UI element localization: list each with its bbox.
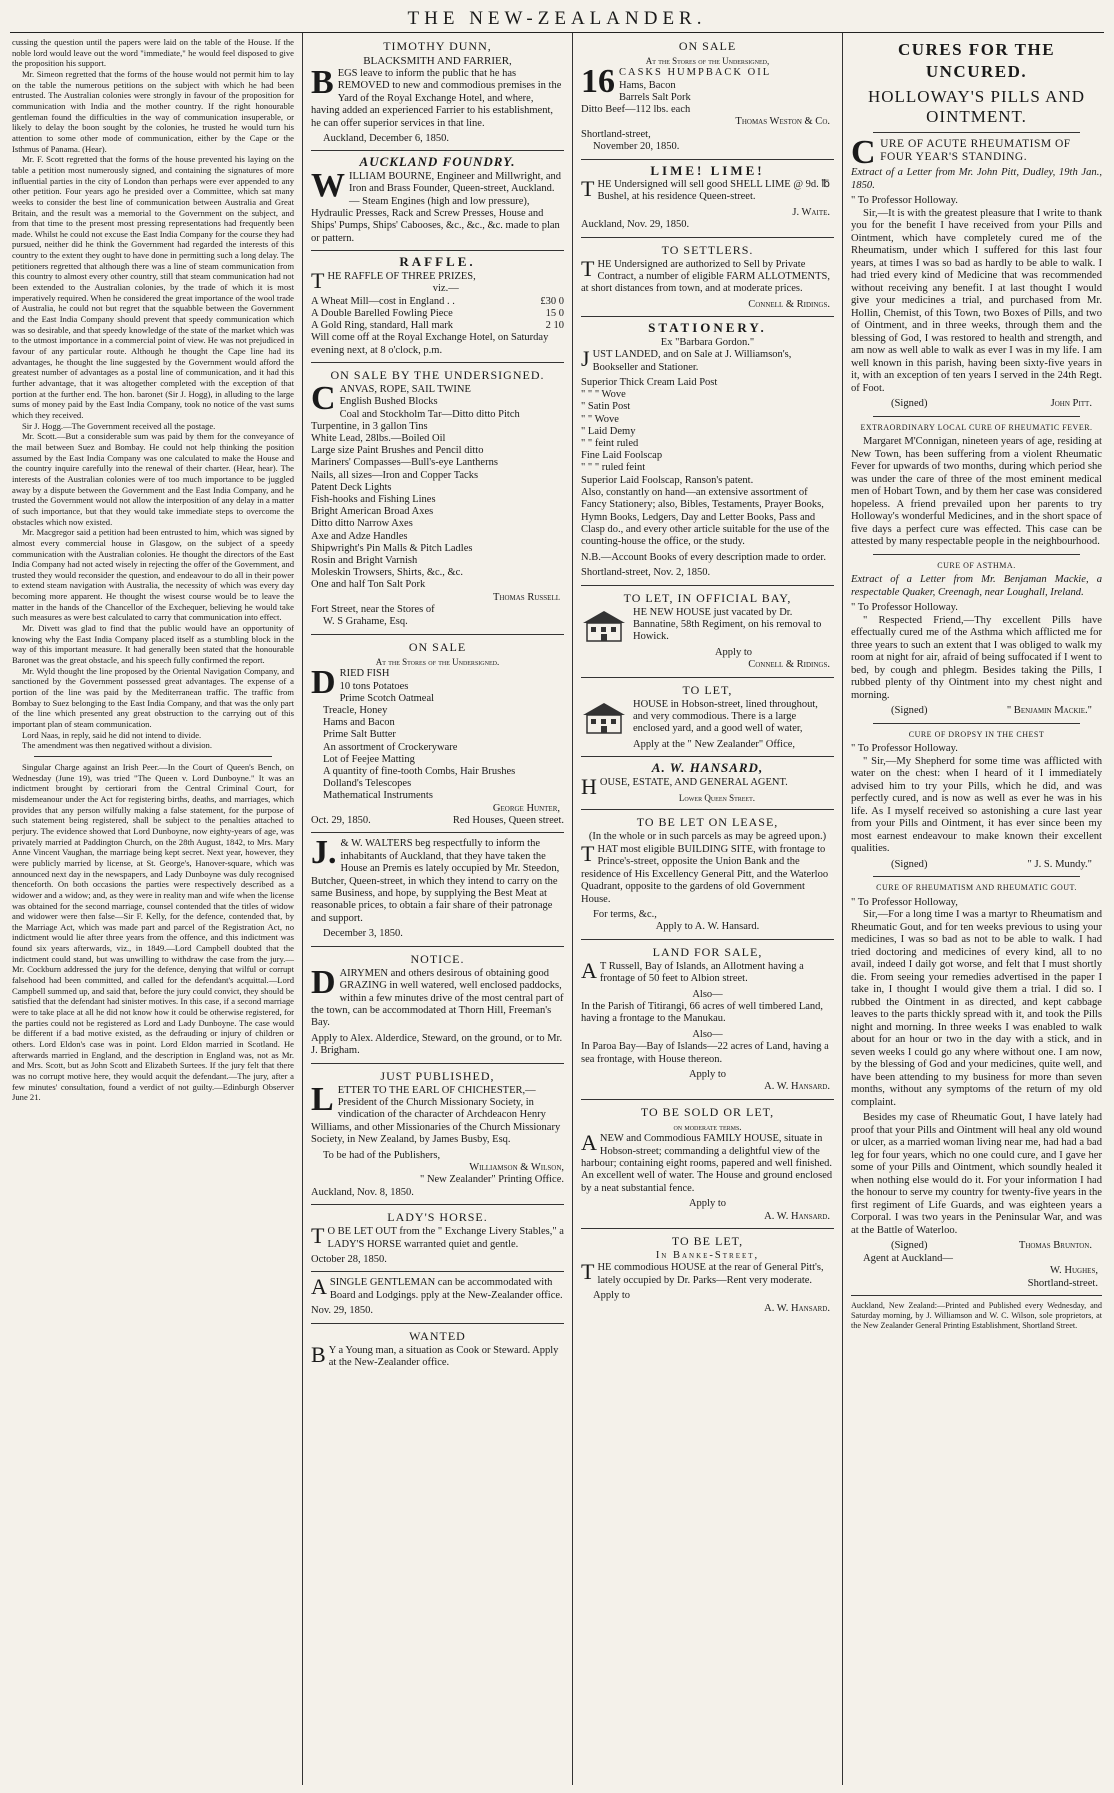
ad-also: Also— [692, 1028, 723, 1040]
holloway-subheadline: HOLLOWAY'S PILLS AND OINTMENT. [867, 87, 1085, 126]
ad-hobson-to-let [581, 683, 834, 752]
ad-body: SINGLE GENTLEMAN can be accommodated with Board and Lodgings. pply at the New-Zealander office. [329, 1277, 563, 1301]
testimonial-addressee: " To Professor Holloway. [851, 743, 958, 754]
columns [10, 33, 1104, 1785]
divider [873, 132, 1080, 133]
ad-apply: Apply to [714, 646, 753, 658]
ad-date: Shortland-street, Nov. 2, 1850. [581, 567, 711, 579]
ad-stationery [581, 322, 834, 579]
testimonial-addressee: " To Professor Holloway. [851, 602, 958, 613]
ad-title: RAFFLE. [399, 254, 476, 270]
parliament-paragraph: Mr. Macgregor said a petition had been entrusted to him, which was signed by almost every commercial house in Glasgow, on the subject of a speedy communication with the Australian colonies. He thought the directors of the East India Company had not acted wisely in rejecting the offer of the Government, and trusted they would reconsider the question, and endeavour to do all in their power to extend steam navigation with Australia, the necessity of which was every day becoming more apparent. He thought the wisest course would be to leave the matter in the hands of the Chancellor of the Exchequer, believing he would take such measures as were best calculated to carry that communication into effect. [12, 527, 294, 623]
ad-place: Shortland-street, [581, 128, 651, 140]
ad-body: NEW and Commodious FAMILY HOUSE, situate in Hobson-street; commanding a delightful view of the harbour; containing eight rooms, papered and well finished. An excellent well of water. The House and ground enclosed by a neat substantial fence. [581, 1133, 833, 1194]
divider [581, 1228, 834, 1229]
drop-cap: C [851, 134, 877, 171]
ad-also: Also— [692, 988, 723, 1000]
ad-body: & W. WALTERS beg respectfully to inform the inhabitants of Auckland, that they have taken the House an Premis es lately occupied by Mr. Steedon, Butcher, Queen-street, in which they intend to carry on the same Business, and hope, by supplying the Best Meat at reasonable prices, to obtain a fair share of their patronage and support. [311, 838, 560, 924]
ad-title: ON SALE BY THE UNDERSIGNED. [330, 367, 545, 382]
column-ads-3 [572, 33, 842, 1785]
ad-lease [581, 815, 834, 933]
ad-body: AIRYMEN and others desirous of obtaining good GRAZING in well watered, well enclosed paddocks, within a few minutes drive of the most central part of the town, can be accommodated at Thorn Hill, Freeman's Bay. [311, 967, 564, 1029]
ad-publisher: " New Zealander" Printing Office. [420, 1174, 564, 1186]
divider [581, 756, 834, 757]
ad-title: WANTED [409, 1328, 466, 1343]
testimonial-body: Sir,—For a long time I was a martyr to Rheumatism and Rheumatic Gout, and for ten weeks previous to using your medicines, I was so bad as not to be able to walk. I had tried doctoring and medicines of every kind, all to no avail, indeed I daily got worse, and felt that I must shortly die. From seeing your remedies advertised in the paper I take in, I thought I would give them a trial. I did so. I rubbed the Ointment in as directed, and kept cabbage leaves to the parts thickly spread with it, and took the Pills night and morning. In three weeks I was enabled to walk about for an hour or two in the day with a stick, and in seven weeks I could go any where without one. I am now, by the blessing of God and your medicines, quite well, and have been attending to my business for more than seven months, without any symptoms of the return of my old complaint. [851, 909, 1102, 1108]
ad-body: OUSE, ESTATE, AND GENERAL AGENT. [599, 776, 788, 788]
divider [311, 1204, 564, 1205]
ad-title: LADY'S HORSE. [387, 1210, 488, 1225]
testimonial-fever [851, 422, 1102, 549]
printer-imprint: Auckland, New Zealand:—Printed and Published every Wednesday, and Saturday morning, by J. Williamson and W. C. Wilson, sole proprietors, at the New Zealander General Printing Establishment, Shortland Street. [851, 1301, 1102, 1330]
drop-cap: T [311, 267, 325, 293]
column-holloway [842, 33, 1104, 1785]
masthead: THE NEW-ZEALANDER. [407, 8, 707, 29]
testimonial-signer: John Pitt. [1050, 398, 1092, 409]
ad-body: HE commodious HOUSE at the rear of General Pitt's, lately occupied by Dr. Parks—Rent very moderate. [597, 1262, 824, 1286]
parliament-paragraph: Mr. Wyld thought the line proposed by the Oriental Navigation Company, and sanctioned by the Government possessed great advantages. The expense of a portion of the line was paid by the Mediterranean traffic. The traffic from Bombay to Suez belonging to the East India Company, and that was the only part of the line which presented any great obstruction to the carrying out of this important plan of steam communication. [12, 665, 294, 729]
house-icon [581, 609, 627, 647]
ad-subtitle: At the Stores of the Undersigned, [645, 56, 770, 66]
ad-apply: Apply to A. W. Hansard. [655, 921, 760, 933]
parliament-paragraph: Mr. Scott.—But a considerable sum was paid by them for the conveyance of the mail between Suez and Bombay. He could not help thinking the position assumed by the East India Company was one calculated to make the House and the country inquire carefully into the renewal of their charter. (Hear, hear). The interests of the Australian colonies were of too much importance to be juggled away by a dispute between the Government and the East India Company, and he trusted the Government would not allow the interposition of any delay in a matter of such importance, but that they would take immediate steps to overcome the obstacles which now existed. [12, 431, 294, 527]
parliament-paragraph: Sir J. Hogg.—The Government received all the postage. [22, 420, 216, 431]
testimonial-title: CURE OF DROPSY IN THE CHEST [908, 729, 1045, 739]
ad-date: Auckland, Nov. 29, 1850. [581, 219, 690, 231]
ad-walters [311, 834, 564, 940]
testimonial-body: Sir,—It is with the greatest pleasure that I write to thank you for the benefit I have received from your Pills and Ointment, which have completely cured me of the Rheumatism, under which I suffered for this last four years, at times I was so bad as hardly to be able to walk. I had tried every kind of Medicine that was recommended without receiving any benefit. I at last thought I would give your medicines a trial, and purchased from Mr. Hollin, Chemist, of this Town, two Boxes of Pills, and two of Ointment, and in three weeks, through them and the blessing of God, I was restored to health and strength, and am now as well able to walk as ever I was in my life. I am well known in this parish, having been sixty-five years in it, with an exception of ten years I served in the 24th Regt. of Foot. [851, 207, 1102, 394]
ad-first: RIED FISH [339, 668, 390, 680]
ad-title: TO BE LET ON LEASE, [636, 815, 779, 830]
signed-label: (Signed) [891, 858, 928, 870]
ad-ladys-horse [311, 1210, 564, 1266]
dunboyne-story: Singular Charge against an Irish Peer.—In the Court of Queen's Bench, on Wednesday (June 19), was tried "The Queen v. Lord Dunboyne." It was an indictment brought by certiorari from the Central Criminal Court, for misdemeanour under the Act for registering births, deaths, and marriages, which provides that any person wilfully making a false statement, for the purpose of such statement being registered, shall be subject to the penalties attached to perjury. The evidence showed that Lord Dunboyne, now eighty-years of age, was privately married at Paddington Church, on the 28th August, 1842, to Mrs. Mary Anne Vincent Vaughan, the marriage being kept secret. Next year, however, they were publicly married by license, at St. George's, Hanover-square, which was announced next day in the newspapers, and Lady Dunboyne was duly recognised thenceforth. On both occasions the parties were respectively described as a widower and a widow; and, as they were in reality man and wife when the license was obtained for the second marriage, counsel contended that the titles of widow and widower were then false—Sir F. Kelly, for the defence, contended that, by the Marriage Act, which was made part and parcel of the Registration Act, no indictment would lie after three years from the offence, and this indictment was found six years afterwards, viz., in 1849.—Lord Campbell doubted that the indictment could stand, but was unwilling to withdraw the case from the jury.—Mr. Cockburn addressed the jury for the defence, denying that wilful or corrupt falsehood had been committed, and called for the defendant's acquittal.—Lord Campbell summed up, and said that, before the jury could convict, they should be satisfied that the defendant had sinister motives. In this case, if a second marriage were to take place at all he did not know how it could be otherwise registered, for the parties could not be registered as Lord and Lady Dunboyne. The case would be different if a bad motive existed, as the defrauding or injury of children or others. Lord Eldon's case was in point. Lord Eldon married in Scotland. He afterwards married in England, and the description in England was, not as Mr. and Mrs. Scott, but as John Scott and Elizabeth Surtees. If the jury felt that there was no corrupt motive here, they would acquit the defendant.—The jury, after a few minutes' consultation, found a verdict of not guilty.—Edinburgh Observer June 21. [12, 761, 294, 1103]
drop-cap: B [311, 64, 334, 101]
testimonial-body: Besides my case of Rheumatic Gout, I have lately had proof that your Pills and Ointment will heal any old wound or ulcer, as a married woman living near me, had had a bad leg for four years, which no one could cure, and I gave her some of your Pills and Ointment, which soundly healed it when nothing else would do it. For your information I had the honour to serve my country for twenty-five years in the first regiment of Life Guards, and was eighteen years a Corporal. I was two years in the Peninsular War, and was at the Battle of Waterloo. [851, 1112, 1102, 1236]
ad-body: T Russell, Bay of Islands, an Allotment having a frontage of 50 feet to Albion street. [599, 960, 804, 985]
ad-wanted [311, 1329, 564, 1370]
divider [581, 585, 834, 586]
testimonial-signer: " J. S. Mundy." [1027, 858, 1092, 870]
divider [581, 677, 834, 678]
ad-body: O BE LET OUT from the " Exchange Livery Stables," a LADY'S HORSE warranted quiet and gentle. [327, 1226, 564, 1250]
divider [311, 1271, 564, 1272]
ad-subtitle: BLACKSMITH AND FARRIER, [363, 55, 512, 67]
ad-weston-sale [581, 39, 834, 154]
testimonial-addressee: " To Professor Holloway. [851, 195, 958, 206]
divider [581, 809, 834, 810]
divider [311, 250, 564, 251]
ad-signer: A. W. Hansard. [764, 1210, 830, 1222]
drop-cap: L [311, 1080, 334, 1118]
ad-title: TIMOTHY DUNN, [383, 39, 492, 53]
divider [311, 362, 564, 363]
ad-date: November 20, 1850. [593, 141, 680, 153]
testimonial-extract: Extract of a Letter from Mr. John Pitt, Dudley, 19th Jan., 1850. [851, 167, 1102, 191]
holloway-headline: CURES FOR THE UNCURED. [897, 40, 1056, 81]
item-list: Superior Thick Cream Laid Post " " " Wove " Satin Post " " Wove " Laid Demy " " feint ruled Fine Laid Foolscap " " " ruled feint Superior Laid Foolscap, Ranson's patent. [581, 376, 754, 486]
ad-sold-or-let [581, 1105, 834, 1223]
drop-cap: H [581, 773, 597, 799]
divider [581, 1099, 834, 1100]
ad-russell-sale [311, 368, 564, 629]
signed-label: (Signed) [891, 705, 928, 716]
ad-title: A. W. HANSARD, [651, 760, 764, 776]
divider [581, 316, 834, 317]
ad-body: In Paroa Bay—Bay of Islands—22 acres of Land, having a sea frontage, with House thereon. [581, 1041, 829, 1065]
ad-first: ANVAS, ROPE, SAIL TWINE [339, 383, 471, 395]
ad-body: HAT most eligible BUILDING SITE, with frontage to Prince's-street, opposite the Union Bank and the residence of His Excellency General Pitt, and the Waterloo Quadrant, opposite to the gardens of old Government House. [581, 843, 829, 905]
agent-name: W. Hughes, [1050, 1265, 1098, 1276]
ad-title: LAND FOR SALE, [652, 944, 763, 959]
ad-publisher: Williamson & Wilson, [469, 1161, 564, 1173]
divider [311, 832, 564, 833]
drop-cap: C [311, 379, 336, 417]
ad-body: Y a Young man, a situation as Cook or Steward. Apply at the New-Zealander office. [328, 1344, 559, 1369]
testimonial-extract: Extract of a Letter from Mr. Benjaman Mackie, a respectable Quaker, Creenagh, near Loughall, Ireland. [851, 574, 1102, 598]
ad-land-for-sale [581, 945, 834, 1094]
ad-title: AUCKLAND FOUNDRY. [359, 154, 516, 170]
ad-date: October 28, 1850. [311, 1254, 387, 1266]
ad-body: UST LANDED, and on Sale at J. Williamson's, Bookseller and Stationer. [592, 349, 792, 373]
ad-signer: A. W. Hansard. [764, 1302, 830, 1314]
divider [873, 554, 1080, 555]
ad-signer: J. Waite. [792, 206, 830, 218]
ad-hunter-sale [311, 640, 564, 828]
divider [311, 1063, 564, 1064]
ad-title: TO BE LET, [671, 1234, 744, 1249]
divider [311, 150, 564, 151]
ad-raffle [311, 256, 564, 357]
ad-note: To be had of the Publishers, [323, 1149, 441, 1161]
ad-date: Auckland, December 6, 1850. [323, 133, 449, 145]
ad-title: ON SALE [678, 39, 737, 53]
ad-body: Also, constantly on hand—an extensive assortment of Fancy Stationery; also, Bibles, Testaments, Prayer Books, Hymn Books, Ledgers, Day and Letter Books, Pass and Clasp do., and every other article suitable for the use of the counting-house the office, or the study. [581, 486, 830, 548]
parliament-paragraph: Mr. Simeon regretted that the forms of the house would not permit him to lay on the table the numerous petitions on the subject with which he had been entrusted. The Australian colonies were strongly in favour of the proposition for communication with India and the mother country. If the right honourable gentleman found the difficulties in the way of communication insuperable, or likely to delay the boon sought by the colonies, he trusted he would turn his attention to some other mode of communication, either by the Cape or the Isthmus of Panama. (Hear). [12, 68, 294, 154]
divider [311, 1323, 564, 1324]
divider [311, 946, 564, 947]
ad-title: STATIONERY. [648, 320, 767, 336]
ad-body: ETTER TO THE EARL OF CHICHESTER,—President of the Church Missionary Society, in vindication of the character of Archdeacon Henry Williams, and other Missionaries of the Church Missionary Society, in New Zealand, by James Busby, Esq. [311, 1084, 561, 1146]
ad-viz: viz.— [432, 283, 459, 295]
item-list: English Bushed Blocks Coal and Stockholm Tar—Ditto ditto Pitch Turpentine, in 3 gallon Tins White Lead, 28lbs.—Boiled Oil Large size Paint Brushes and Pencil ditto Mariners' Compasses—Bull's-eye Lantherns Nails, all sizes—Iron and Copper Tacks Patent Deck Lights Fish-hooks and Fishing Lines Bright American Broad Axes Ditto ditto Narrow Axes Axe and Adze Handles Shipwright's Pin Malls & Pitch Ladles Rosin and Bright Varnish Moleskin Trowsers, Shirts, &c., &c. One and half Ton Salt Pork [311, 396, 520, 591]
drop-cap: T [581, 840, 595, 866]
ad-apply: Apply to [688, 1198, 727, 1210]
drop-cap: A [581, 1130, 597, 1156]
item-list: 10 tons Potatoes Prime Scotch Oatmeal Treacle, Honey Hams and Bacon Prime Salt Butter An assortment of Crockeryware Lot of Feejee Matting A quantity of fine-tooth Combs, Hair Brushes Dolland's Telescopes Mathematical Instruments [323, 680, 516, 802]
ad-title: NOTICE. [410, 951, 465, 966]
ad-note: For terms, &c., [593, 908, 657, 920]
ad-address: W. S Grahame, Esq. [323, 616, 408, 628]
drop-cap: B [311, 1341, 326, 1367]
ad-just-published [311, 1069, 564, 1200]
ad-signer: Thomas Weston & Co. [735, 116, 830, 128]
agent-block [851, 1253, 1102, 1291]
drop-cap: T [311, 1223, 325, 1249]
testimonial-title: CURE OF RHEUMATISM AND RHEUMATIC GOUT. [876, 883, 1077, 892]
divider [581, 237, 834, 238]
ad-address: Red Houses, Queen street. [452, 815, 564, 827]
parliament-paragraph: cussing the question until the papers were laid on the table of the House. If the noble lord would leave out the word "immediate," he would feel disposed to give the proposition his support. [12, 37, 294, 69]
parliament-paragraph: Mr. F. Scott regretted that the forms of the house prevented his laying on the table a petition most numerously signed, and containing the signatures of more influential parties in the city of London than perhaps were ever appended to any other petition. Four years ago he presided over a Committee, which sat many weeks to consider the best line of communication between Australia and Great Britain, and the result was a memorial to the Government on the subject, and from that time to the present most pressing representations had frequently been made. Whilst he could not excuse the East India Company for the course they had pursued, neither did he think the Government had regarded the interests of this country to the extent they ought to have done in permitting such a long delay. The petitioners regretted that although there was a line of steam communication from this country to almost every other country, still that steam communication had not been extended to the Australian colonies, by the trade of which it is most imperatively required. When he considered the great importance of the wool trade of Australia, he could not but regret that the squabble between the Government and the East India Company should prevent that speedy communication which was so desirable, and that speedy knowledge of the state of the market which was to the utmost importance in a commercial point of view. He was not prejudiced in favour of any particular route. Although he thought the Cape line had its advantages, he thought the line suggested by the Government would afford the greatest number of advantages as a postal line of communication, and it had this further advantage, that it was altogether completed with the exception of that portion at the further end. The hon. baronet (Sir J. Hogg), in alluding to the large sums of money paid by the East India Company, took no notice of the vast sums which they received. [12, 154, 294, 420]
drop-cap: T [581, 255, 595, 281]
ad-first: CASKS HUMPBACK OIL [619, 67, 772, 79]
drop-cap: A [581, 957, 597, 983]
ad-subtitle: (In the whole or in such parcels as may be agreed upon.) [588, 831, 827, 843]
ad-apply: Apply to Alex. Alderdice, Steward, on the ground, or to Mr. J. Brigham. [311, 1032, 563, 1057]
testimonial-body: Margaret M'Connigan, nineteen years of age, residing at New Town, has been suffering from a violent Rheumatic Fever for upwards of two months, during which period she was under the care of three of the most eminent medical men of Hobart Town, and by them her case was considered hopeless. A friend prevailed upon her parents to try Holloway's wonderful Medicines, and in the short space of five days a perfect cure was effected. This case can be attested by many respectable people in the neighbourhood. [851, 436, 1102, 547]
agent-street: Shortland-street. [1027, 1277, 1098, 1289]
divider [581, 159, 834, 160]
ad-signer: Connell & Ridings. [748, 298, 830, 310]
ad-subtitle: At the Stores of the Undersigned. [375, 656, 500, 667]
ad-body: ILLIAM BOURNE, Engineer and Millwright, and Iron and Brass Founder, Queen-street, Auckland. — Steam Engines (high and low pressure), Hydraulic Presses, Rack and Screw Presses, House and Ships' Pumps, Ships' Cabooses, &c., &c., &c. made to plan or pattern. [311, 170, 562, 244]
prize-row: A Double Barelled Fowling Piece 15 0 [311, 307, 564, 319]
agent-label: Agent at Auckland— [863, 1252, 954, 1264]
ad-subtitle: Ex "Barbara Gordon." [660, 336, 755, 348]
ad-title: JUST PUBLISHED, [380, 1068, 495, 1083]
ad-title: LIME! LIME! [650, 162, 765, 178]
ad-address: Fort Street, near the Stores of [311, 603, 435, 615]
prize-row: A Gold Ring, standard, Hall mark 2 10 [311, 319, 564, 331]
divider [873, 416, 1080, 417]
parliament-paragraph: Mr. Divett was glad to find that the public would have an opportunity of knowing why the East India Company placed itself as a stumbling block in the way of this important measure. It had generally been stated that the honourable Baronet was the great obstacle, and his speech fully confirmed the report. [12, 623, 294, 666]
ad-single-gentleman [311, 1274, 564, 1317]
column-ads-2 [302, 33, 572, 1785]
column-parliament [10, 33, 302, 1785]
testimonial-asthma [851, 560, 1102, 718]
ad-title: TO LET, IN OFFICIAL BAY, [623, 590, 792, 605]
ad-signer: A. W. Hansard. [764, 1081, 830, 1093]
ad-subtitle: In Banke-Street, [655, 1250, 760, 1262]
signed-label: (Signed) [891, 1240, 928, 1251]
ad-body: HE Undersigned will sell good SHELL LIME @ 9d. ℔ Bushel, at his residence Queen-street. [597, 179, 830, 203]
ad-body: HOUSE in Hobson-street, lined throughout, and very commodious. There is a large enclosed yard, and a good well of water, [633, 698, 818, 735]
ad-subtitle: on moderate terms. [673, 1121, 742, 1132]
ad-date: December 3, 1850. [323, 928, 403, 940]
house-icon [581, 701, 627, 739]
ad-intro: HE RAFFLE OF THREE PRIZES, [327, 270, 476, 282]
testimonial-title: CURE OF ASTHMA. [937, 560, 1016, 570]
ad-timothy-dunn [311, 39, 564, 145]
ad-signer: Thomas Russell [493, 591, 560, 603]
ad-to-settlers [581, 243, 834, 312]
signed-label: (Signed) [891, 398, 928, 409]
testimonial-addressee: " To Professor Holloway, [851, 896, 958, 908]
ad-body: HE NEW HOUSE just vacated by Dr. Bannatine, 58th Regiment, on his removal to Howick. [633, 606, 822, 643]
testimonial-signer: " Benjamin Mackie." [1006, 705, 1092, 716]
testimonial-rheumatism [851, 134, 1102, 411]
ad-body: Will come off at the Royal Exchange Hotel, on Saturday evening next, at 8 o'clock, p.m. [311, 332, 549, 356]
drop-cap: W [311, 166, 345, 204]
drop-cap: J. [311, 834, 337, 872]
ad-title: TO BE SOLD OR LET, [640, 1104, 775, 1119]
drop-cap: T [581, 176, 595, 202]
divider [851, 1295, 1102, 1296]
ad-lime [581, 162, 834, 232]
ad-body: EGS leave to inform the public that he has REMOVED to new and commodious premises in the Yard of the Royal Exchange Hotel, and where, having added an experienced Farrier to his establishment, he can offer superior services in that line. [311, 68, 562, 129]
divider [873, 876, 1080, 877]
ad-title: ON SALE [408, 639, 467, 654]
testimonial-title: URE OF ACUTE RHEUMATISM OF FOUR YEAR'S STANDING. [880, 138, 1071, 163]
item-list: Hams, Bacon Barrels Salt Pork Ditto Beef—112 lbs. each [581, 79, 691, 116]
ad-date: Oct. 29, 1850. [311, 815, 371, 827]
ad-banke-street [581, 1234, 834, 1315]
ad-official-bay [581, 591, 834, 672]
ad-title: TO LET, [682, 682, 733, 697]
divider [34, 756, 272, 757]
ad-apply: Apply to [593, 1290, 631, 1302]
drop-cap: A [311, 1274, 327, 1300]
ad-note: N.B.—Account Books of every description made to order. [581, 551, 826, 563]
ad-signer: Connell & Ridings. [748, 659, 830, 671]
ad-address: Lower Queen Street. [678, 793, 755, 804]
testimonial-dropsy [851, 729, 1102, 872]
divider [311, 634, 564, 635]
parliament-paragraph: The amendment was then negatived without a division. [22, 740, 212, 751]
ad-body: In the Parish of Titirangi, 66 acres of well timbered Land, having a frontage to the Manukau. [581, 1000, 824, 1025]
divider [873, 723, 1080, 724]
drop-number: 16 [581, 63, 615, 101]
ad-title: TO SETTLERS. [661, 242, 754, 257]
testimonial-body: " Respected Friend,—Thy excellent Pills have effectually cured me of the Asthma which afflicted me for three years to such an extent that I was obliged to walk my room at night for air, afraid of being suffocated if I went to bed, by cough and phlegm. Besides taking the Pills, I rubbed plenty of thy Ointment into my chest night and morning. [851, 614, 1102, 701]
testimonial-title: EXTRAORDINARY LOCAL CURE OF RHEUMATIC FEVER. [860, 422, 1093, 432]
drop-cap: T [581, 1259, 595, 1285]
ad-apply: Apply at the " New Zealander" Office, [633, 738, 796, 750]
ad-auckland-foundry [311, 156, 564, 245]
divider [581, 939, 834, 940]
ad-body: HE Undersigned are authorized to Sell by Private Contract, a number of eligible FARM ALLOTMENTS, at short distances from town, and at moderate prices. [581, 258, 830, 295]
ad-apply: Apply to [688, 1068, 727, 1080]
drop-cap: J [581, 346, 590, 372]
testimonial-gout [851, 882, 1102, 1253]
ad-date: Auckland, Nov. 8, 1850. [311, 1186, 414, 1198]
ad-signer: George Hunter, [492, 802, 560, 814]
ad-hansard-agent [581, 762, 834, 804]
drop-cap: D [311, 963, 336, 1001]
drop-cap: D [311, 664, 336, 702]
parliament-paragraph: Lord Naas, in reply, said he did not intend to divide. [22, 729, 202, 740]
ad-date: Nov. 29, 1850. [311, 1305, 374, 1317]
testimonial-signer: Thomas Brunton. [1018, 1240, 1092, 1251]
testimonial-body: " Sir,—My Shepherd for some time was afflicted with water on the chest: when I heard of it I immediately advised him to try your Pills, which he did, and was perfectly cured, and is now as well as ever he was in his life. As I myself received so astonishing a cure last year from your Pills and Ointment, it has ever since been my most earnest endeavour to make known their excellent qualities. [851, 755, 1102, 854]
ad-notice [311, 952, 564, 1058]
prize-row: A Wheat Mill—cost in England . . £30 0 [311, 295, 564, 307]
